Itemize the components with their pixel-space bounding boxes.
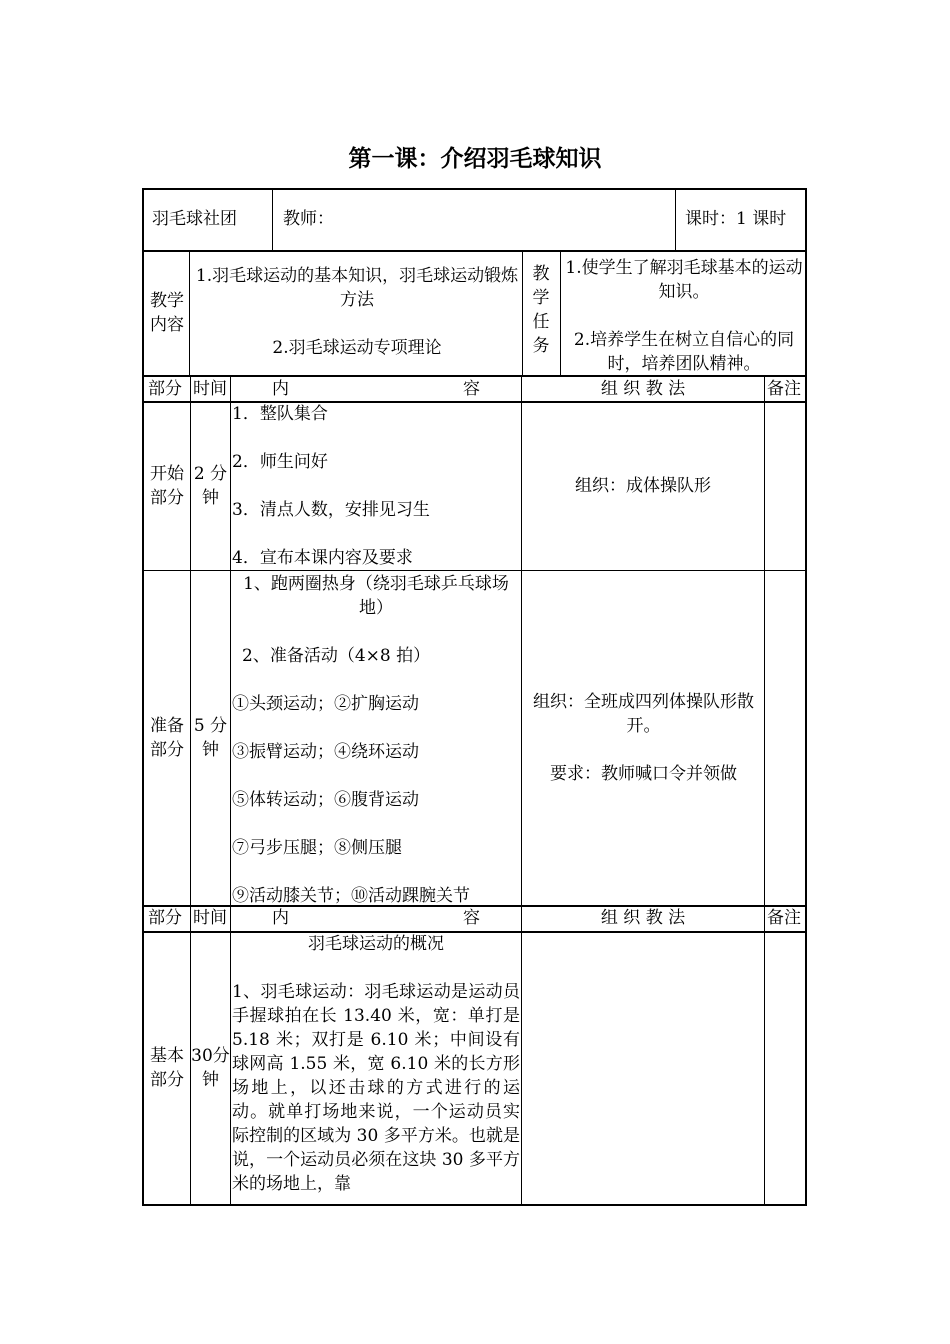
start-method: 组织：成体操队形: [575, 476, 711, 496]
col-content-b: 容: [463, 908, 480, 928]
col-method: 组 织 教 法: [600, 379, 686, 399]
list-item: 1．整队集合: [232, 404, 328, 424]
task-line-2: 2.培养学生在树立自信心的同时，培养团队精神。: [573, 330, 795, 374]
list-item: ⑨活动膝关节；⑩活动踝腕关节: [232, 886, 470, 906]
list-item: ⑦弓步压腿；⑧侧压腿: [232, 838, 402, 858]
teacher-label: 教师：: [283, 209, 334, 229]
basic-paragraph: 1、羽毛球运动：羽毛球运动是运动员手握球拍在长 13.40 米，宽：单打是 5.18 米；双打是 6.10 米；中间设有球网高 1.55 米，宽 6.10 米的长方形场地上，以还击球的方式进行的运动。就单打场地来说，一个运动员实际控制的区域为 30 多平方米。也就是说，一个运动员必须在这块 30 多平方米的场地上，靠: [232, 982, 520, 1194]
content-line-2: 2.羽毛球运动专项理论: [272, 338, 442, 358]
method-line: 要求：教师喊口令并领做: [550, 764, 737, 784]
time-prep: 5 分钟: [193, 716, 228, 760]
class-hours: 课时：1 课时: [685, 209, 787, 229]
basic-content: [232, 932, 520, 1203]
col-time: 时间: [193, 379, 227, 399]
part-start: 开始部分: [150, 464, 184, 508]
teaching-task-label: 教学任务: [532, 264, 550, 356]
col-method: 组 织 教 法: [600, 908, 686, 928]
list-item: 2．师生问好: [232, 452, 328, 472]
list-item: ①头颈运动；②扩胸运动: [232, 694, 419, 714]
col-notes: 备注: [767, 908, 801, 928]
list-item: ⑤体转运动；⑥腹背运动: [232, 790, 419, 810]
col-part: 部分: [148, 908, 182, 928]
part-prep: 准备部分: [150, 716, 184, 760]
basic-heading: 羽毛球运动的概况: [308, 934, 444, 954]
prep-items: [232, 572, 520, 908]
prep-method: [522, 690, 765, 786]
col-content-a: 内: [272, 908, 289, 928]
start-items: [232, 402, 520, 570]
teaching-content: [192, 264, 522, 360]
part-basic: 基本部分: [150, 1046, 184, 1090]
time-basic: 30分钟: [191, 1046, 230, 1090]
list-item: 3．清点人数，安排见习生: [232, 500, 430, 520]
club-name: 羽毛球社团: [152, 209, 237, 229]
content-line-1: 1.羽毛球运动的基本知识，羽毛球运动锻炼方法: [195, 266, 519, 310]
teaching-tasks: [563, 256, 805, 376]
col-notes: 备注: [767, 379, 801, 399]
list-item: ③振臂运动；④绕环运动: [232, 742, 419, 762]
page-title: 第一课：介绍羽毛球知识: [348, 146, 602, 172]
list-item: 1、跑两圈热身（绕羽毛球乒乓球场地）: [243, 574, 509, 618]
time-start: 2 分钟: [193, 464, 228, 508]
teaching-content-label: 教学内容: [150, 291, 184, 335]
method-line: 组织：全班成四列体操队形散开。: [533, 692, 754, 736]
col-part: 部分: [148, 379, 182, 399]
col-content-a: 内: [272, 379, 289, 399]
col-content-b: 容: [463, 379, 480, 399]
list-item: 2、准备活动（4×8 拍）: [242, 646, 431, 666]
col-time: 时间: [193, 908, 227, 928]
task-line-1: 1.使学生了解羽毛球基本的运动知识。: [565, 258, 803, 302]
list-item: 4．宣布本课内容及要求: [232, 548, 413, 568]
